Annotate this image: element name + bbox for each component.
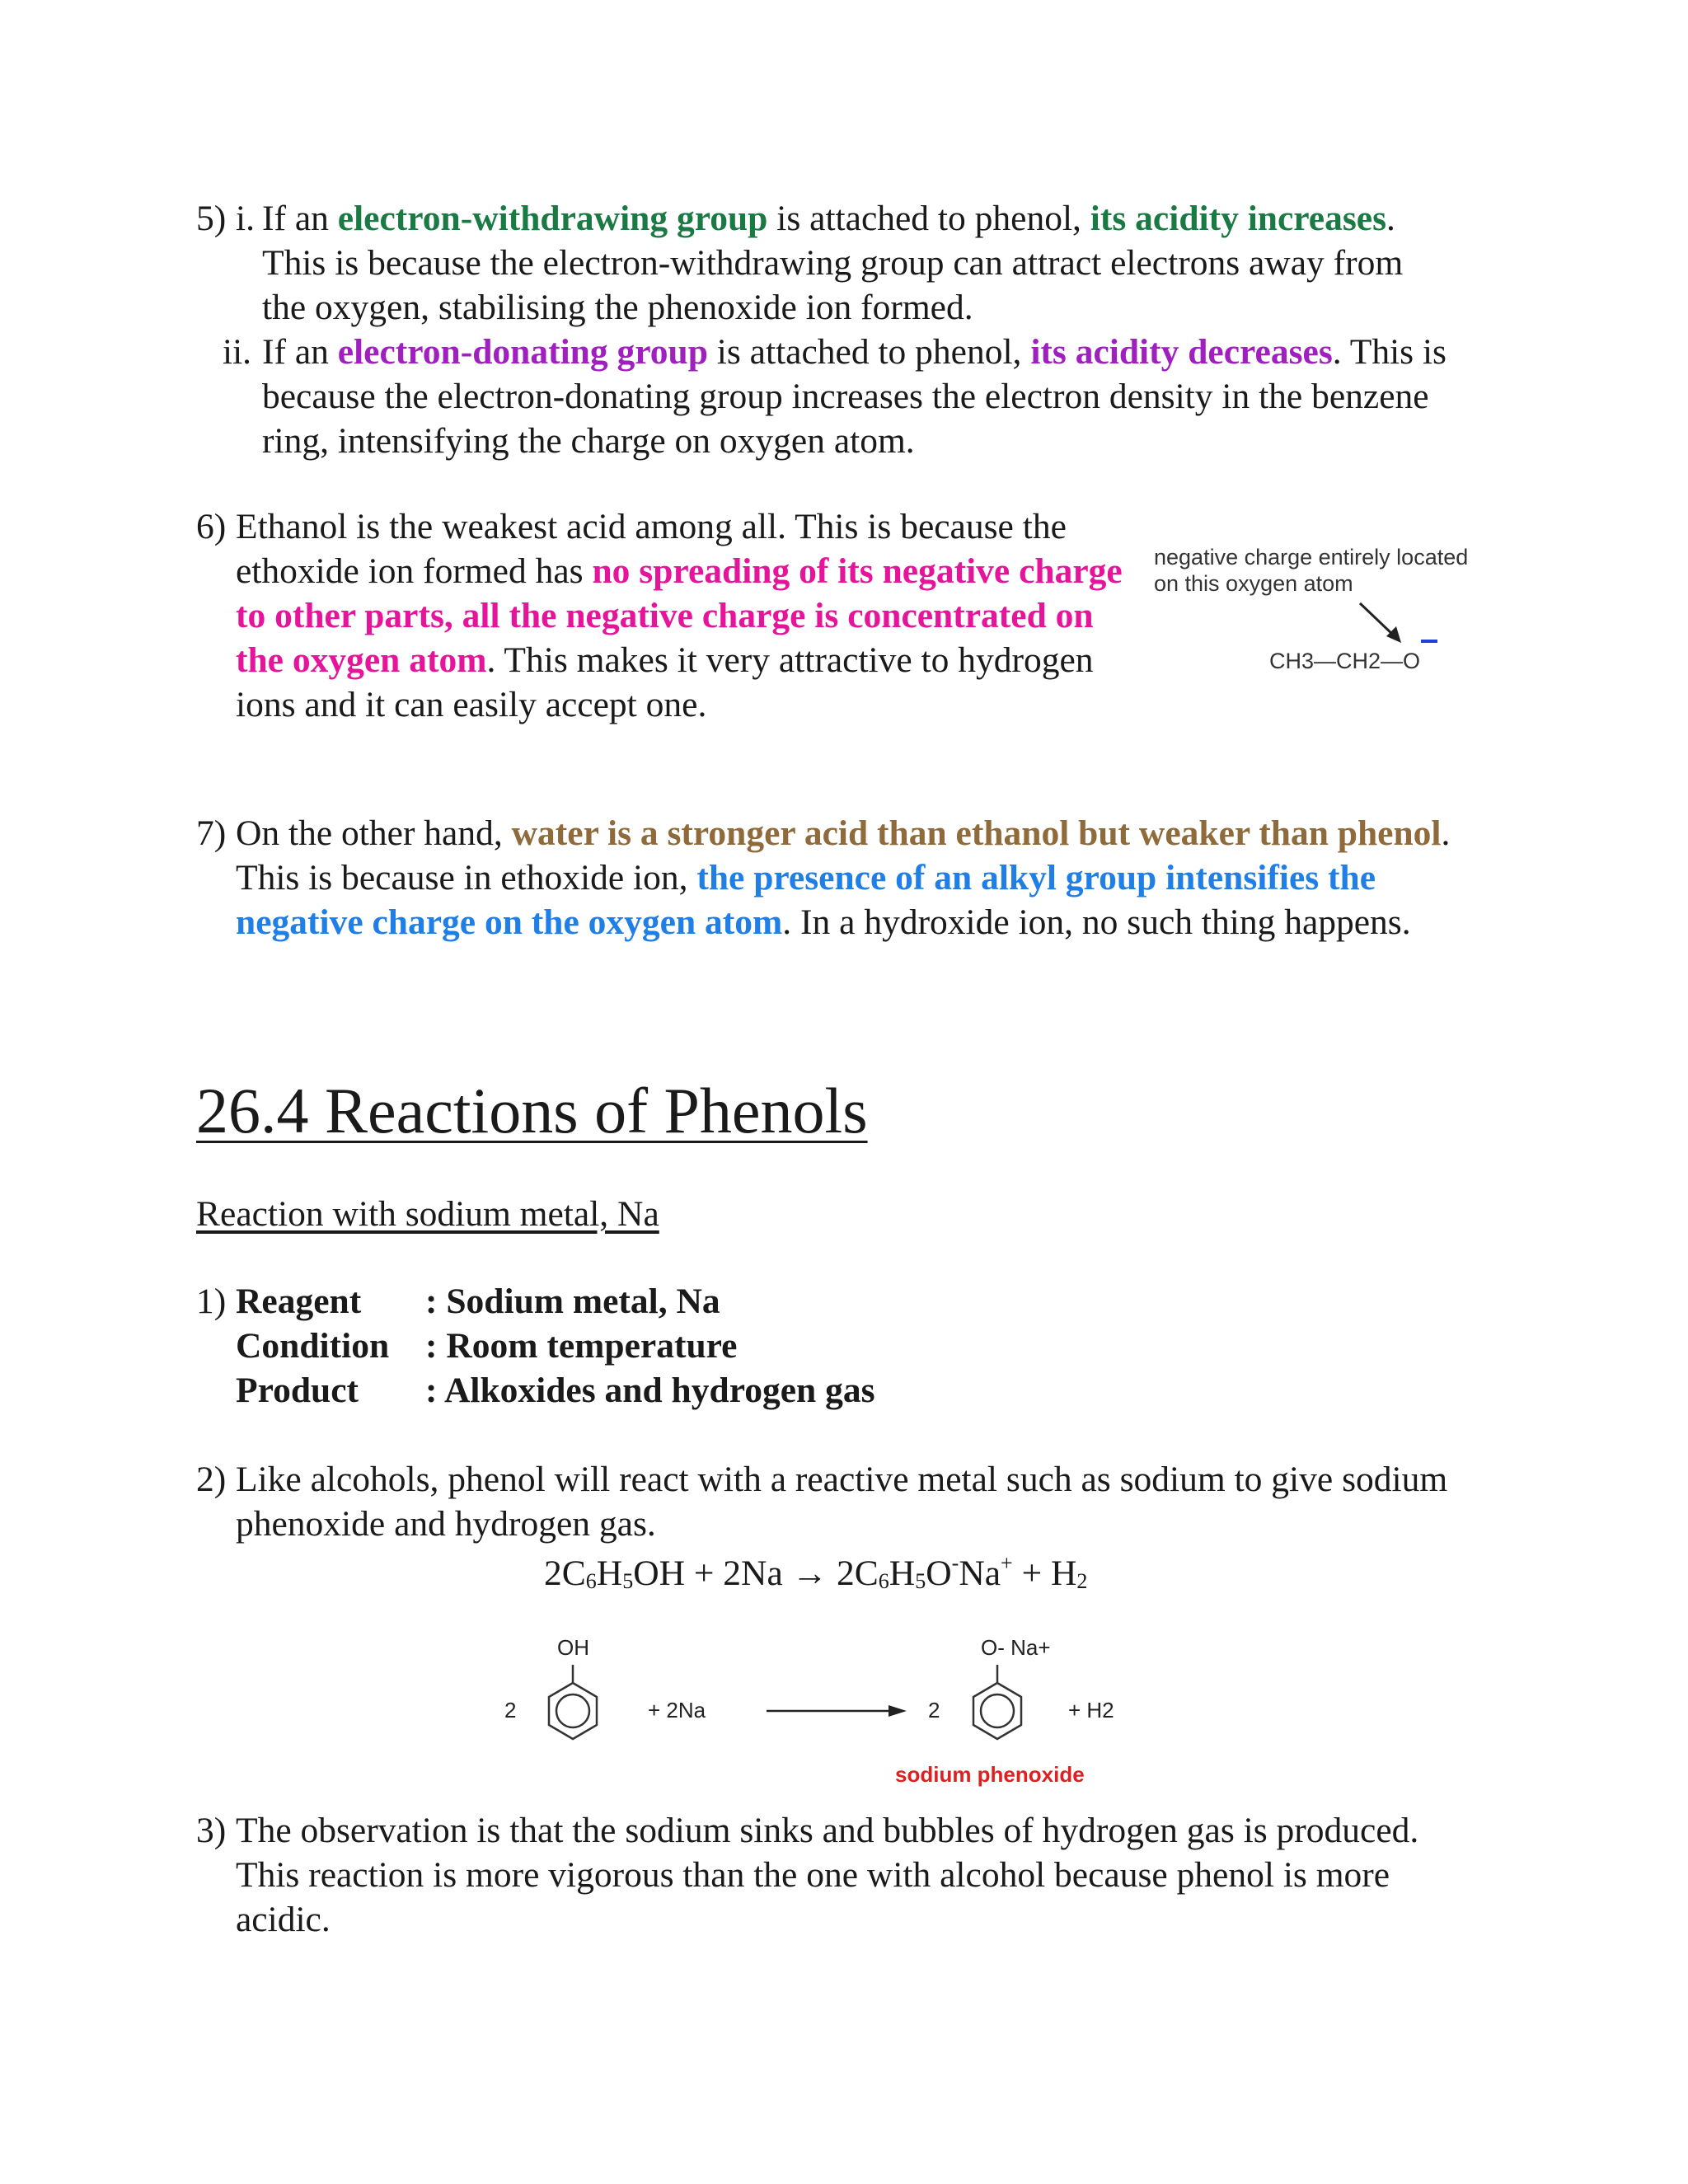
subheading: Reaction with sodium metal, Na [196,1194,659,1234]
reaction-point-1-number: 1) [196,1282,227,1321]
table-row: Reagent : Sodium metal, Na [236,1282,720,1321]
reaction-point-2-number: 2) [196,1460,227,1499]
point-6-number: 6) [196,507,227,546]
point-5-number: 5) [196,199,227,238]
chemical-equation: $2C_6H_5OH + 2Na \to 2C_6H_5O^-Na^+ + H_2$ [544,1551,1088,1593]
reaction-point-3-text: The observation is that the sodium sinks and bubbles of hydrogen gas is produced. This reaction is more vigorous than the one with alcohol because phenol is more acidic. [236,1811,1419,1939]
hl-electron-withdrawing: electron-withdrawing group [337,199,768,238]
ethoxide-caption: negative charge entirely located on this oxygen atom [1154,545,1469,596]
point-5-ii-text: If an electron-donating group is attached to phenol, its acidity decreases. This is because the electron-donating group increases the electron density in the benzene ring, intensifying the charge on oxygen atom. [262,332,1447,461]
hl-acidity-decreases: its acidity decreases [1030,332,1333,372]
hl-no-spreading: no spreading of its negative charge to other parts, all the negative charge is concentrated on the oxygen atom [236,551,1123,680]
reagent-table [236,1279,875,1413]
reaction-point-3-number: 3) [196,1811,227,1850]
hl-alkyl-group: the presence of an alkyl group intensifies the negative charge on the oxygen atom [236,858,1376,942]
point-5 [196,196,1449,463]
reaction-point-3 [196,1808,1449,1942]
reaction-point-1 [196,1279,1185,1413]
point-6-text: Ethanol is the weakest acid among all. This is because the ethoxide ion formed has no spreading of its negative charge to other parts, all the negative charge is concentrated on the oxygen atom. This makes it very attractive to hydrogen ions and it can easily accept one. [236,507,1123,724]
point-7-text: On the other hand, water is a stronger acid than ethanol but weaker than phenol. This is because in ethoxide ion, the presence of an alkyl group intensifies the negative charge on the oxygen atom. In a hydroxide ion, no such thing happens. [236,813,1451,942]
ethoxide-figure [1154,544,1500,684]
scheme-right-group: O- Na+ [981,1635,1051,1660]
reaction-scheme [495,1632,1154,1797]
scheme-product: + H2 [1068,1698,1114,1722]
point-7 [196,811,1465,944]
scheme-left-coef: 2 [504,1698,517,1722]
reaction-point-2-text: Like alcohols, phenol will react with a reactive metal such as sodium to give sodium phenoxide and hydrogen gas. [236,1460,1448,1544]
ethoxide-formula: CH3—CH2—O [1269,649,1421,673]
hl-water-stronger: water is a stronger acid than ethanol but weaker than phenol [511,813,1442,853]
table-row: Condition : Room temperature [236,1326,738,1366]
hl-electron-donating: electron-donating group [337,332,708,372]
reaction-point-2 [196,1457,1449,1546]
scheme-left-group: OH [557,1635,589,1660]
point-7-number: 7) [196,813,227,853]
scheme-label: sodium phenoxide [895,1762,1085,1787]
section-heading: 26.4 Reactions of Phenols [196,1075,868,1146]
scheme-reagent: + 2Na [648,1698,706,1722]
point-5-i-marker: i. [236,199,255,238]
hl-acidity-increases: its acidity increases [1090,199,1387,238]
scheme-right-coef: 2 [928,1698,940,1722]
point-5-ii-marker: ii. [223,332,252,372]
point-5-i-text: If an electron-withdrawing group is attached to phenol, its acidity increases. This is because the electron-withdrawing group can attract electrons away from the oxygen, stabilising the phenoxide ion formed. [262,199,1404,327]
point-6 [196,504,1144,727]
table-row: Product : Alkoxides and hydrogen gas [236,1371,875,1410]
